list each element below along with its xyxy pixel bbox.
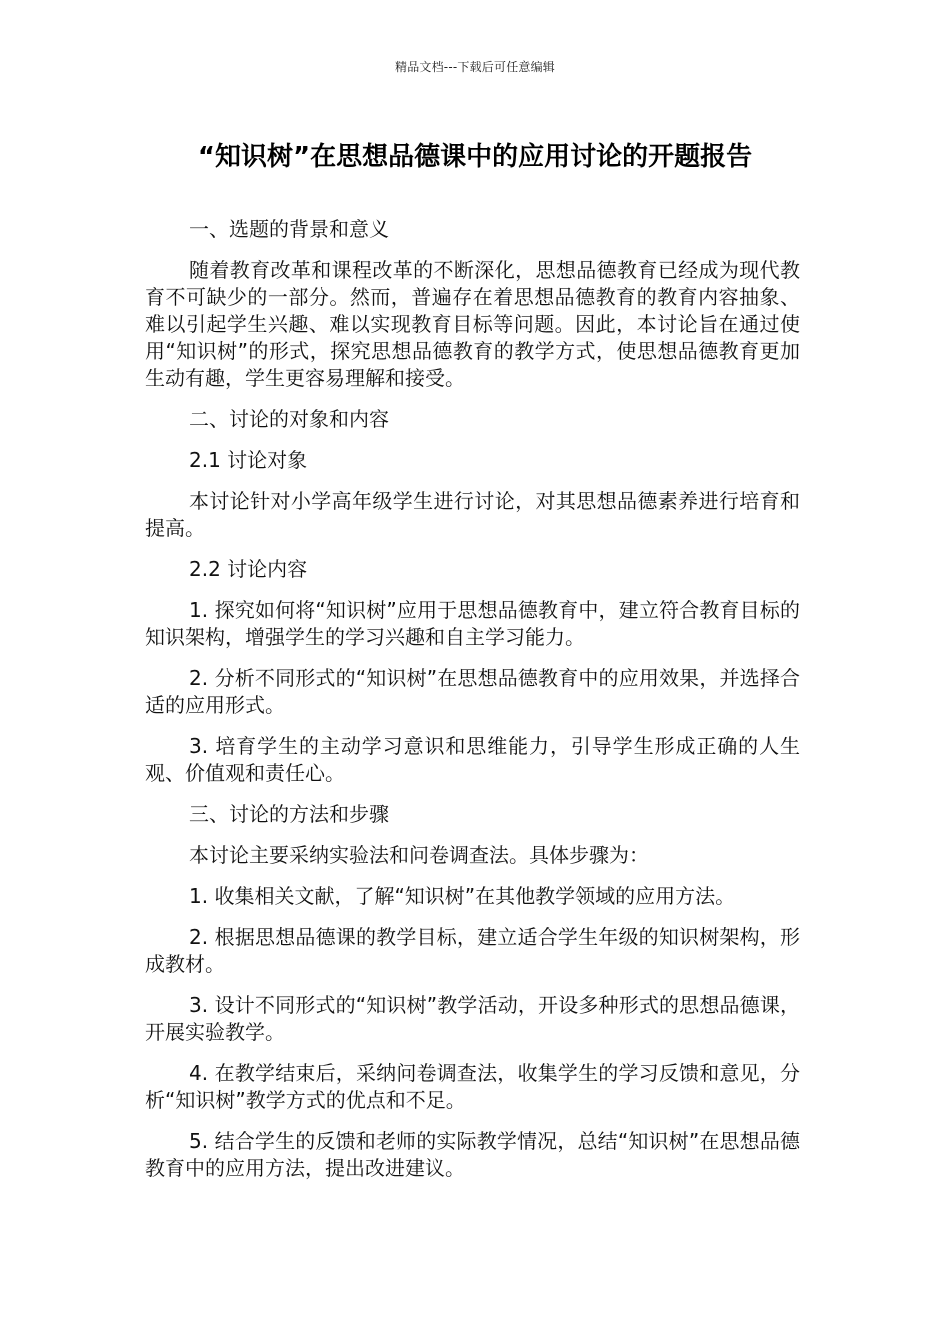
step-item-3: 3. 设计不同形式的“知识树”教学活动，开设多种形式的思想品德课，开展实验教学。 xyxy=(145,993,800,1044)
paragraph-methods-intro: 本讨论主要采纳实验法和问卷调查法。具体步骤为： xyxy=(189,843,649,867)
step-item-5: 5. 结合学生的反馈和老师的实际教学情况，总结“知识树”在思想品德教育中的应用方法，提出改进建议。 xyxy=(145,1129,800,1180)
header-note: 精品文档---下载后可任意编辑 xyxy=(395,60,555,74)
section-heading-methods: 三、讨论的方法和步骤 xyxy=(189,802,389,826)
step-item-2: 2. 根据思想品德课的教学目标，建立适合学生年级的知识树架构，形成教材。 xyxy=(145,925,800,976)
subheading-content: 2.2 讨论内容 xyxy=(189,557,308,581)
section-heading-background: 一、选题的背景和意义 xyxy=(189,217,389,241)
document-title: “知识树”在思想品德课中的应用讨论的开题报告 xyxy=(197,142,753,172)
content-item-2: 2. 分析不同形式的“知识树”在思想品德教育中的应用效果，并选择合适的应用形式。 xyxy=(145,666,800,717)
section-heading-object-content: 二、讨论的对象和内容 xyxy=(189,407,389,431)
content-item-1: 1. 探究如何将“知识树”应用于思想品德教育中，建立符合教育目标的知识架构，增强学生的学习兴趣和自主学习能力。 xyxy=(145,598,800,649)
paragraph-object: 本讨论针对小学高年级学生进行讨论，对其思想品德素养进行培育和提高。 xyxy=(145,489,800,540)
content-item-3: 3. 培育学生的主动学习意识和思维能力，引导学生形成正确的人生观、价值观和责任心。 xyxy=(145,734,800,785)
step-item-4: 4. 在教学结束后，采纳问卷调查法，收集学生的学习反馈和意见，分析“知识树”教学方式的优点和不足。 xyxy=(145,1061,800,1112)
paragraph-background: 随着教育改革和课程改革的不断深化，思想品德教育已经成为现代教育不可缺少的一部分。然而，普遍存在着思想品德教育的教育内容抽象、难以引起学生兴趣、难以实现教育目标等问题。因此，本讨论旨在通过使用“知识树”的形式，探究思想品德教育的教学方式，使思想品德教育更加生动有趣，学生更容易理解和接受。 xyxy=(145,258,800,390)
step-item-1: 1. 收集相关文献，了解“知识树”在其他教学领域的应用方法。 xyxy=(189,884,736,908)
document-body xyxy=(145,216,800,1196)
subheading-object: 2.1 讨论对象 xyxy=(189,448,308,472)
